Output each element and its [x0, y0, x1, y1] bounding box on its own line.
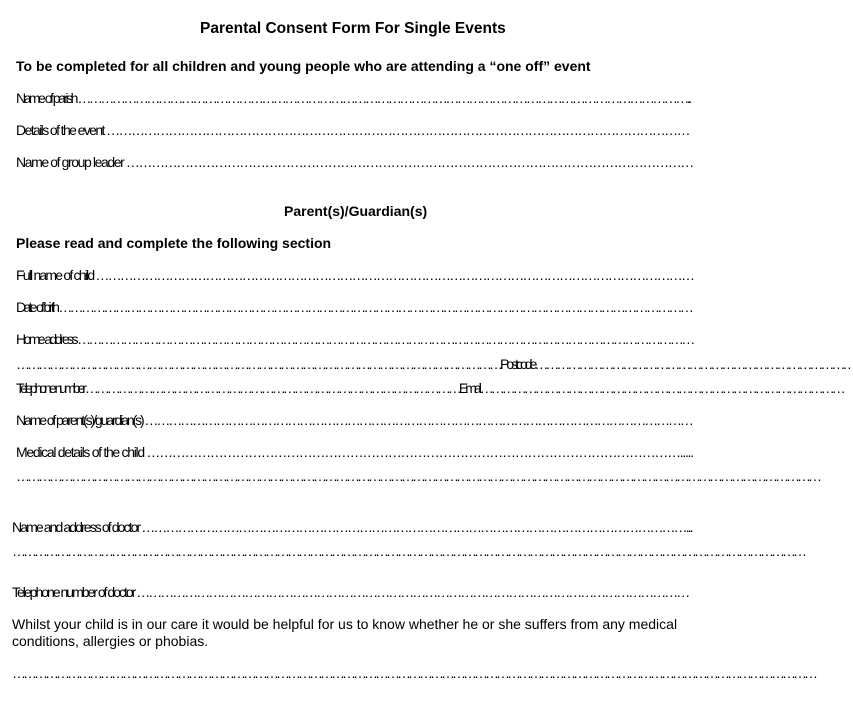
section-instruction: Please read and complete the following section	[16, 235, 332, 251]
field-postcode[interactable]: ……………………………………………………………………………………………………………………Postcode……………………………………………………………………………	[16, 356, 853, 372]
field-medical-details[interactable]: Medical details of the child ……………………………………………………………………………………………………………….....	[16, 444, 693, 460]
field-telephone-email[interactable]: Telephone number …………………………………………………………………………………………Email ………………………………………………………………………………………	[16, 380, 843, 396]
field-medical-conditions[interactable]: …………………………………………………………………………………………………………………………………………………………………………………………………	[12, 665, 815, 681]
field-parish[interactable]: Name of parish ……………………………………………………………………………………………………………………………………………..	[16, 90, 690, 106]
section-heading: Parent(s)/Guardian(s)	[284, 203, 428, 219]
field-medical-details-cont[interactable]: …………………………………………………………………………………………………………………………………………………………………………………………………	[16, 468, 819, 484]
field-doctor-telephone[interactable]: Telephone number of doctor …………………………………………………………………………………………………………………………	[12, 584, 689, 600]
field-parent-name[interactable]: Name of parent(s)/guardian(s) …………………………………………………………………………………………………………………………	[16, 412, 692, 428]
form-title: Parental Consent Form For Single Events	[200, 20, 506, 37]
field-doctor-address-cont[interactable]: ………………………………………………………………………………………………………………………………………………………………………………………………	[12, 543, 804, 559]
closing-paragraph: Whilst your child is in our care it would be helpful for us to know whether he or she suffers from any medical conditions, allergies or phobias.	[12, 616, 678, 649]
field-event-details[interactable]: Details of the event ……………………………………………………………………………………………………………………………	[16, 122, 689, 138]
field-doctor-name-address[interactable]: Name and address of doctor ………………………………………………………………………………………………………………………...	[12, 519, 692, 535]
field-home-address[interactable]: Home address ………………………………………………………………………………………………………………………………………………	[16, 331, 693, 347]
field-date-of-birth[interactable]: Date of birth ……………………………………………………………………………………………………………………………………………………	[16, 299, 692, 315]
field-child-name[interactable]: Full name of child …………………………………………………………………………………………………………………………………	[16, 267, 694, 283]
intro-instruction: To be completed for all children and young people who are attending a “one off” event	[16, 58, 591, 74]
field-group-leader[interactable]: Name of group leader ………………………………………………………………………………………………………………………	[16, 154, 693, 170]
